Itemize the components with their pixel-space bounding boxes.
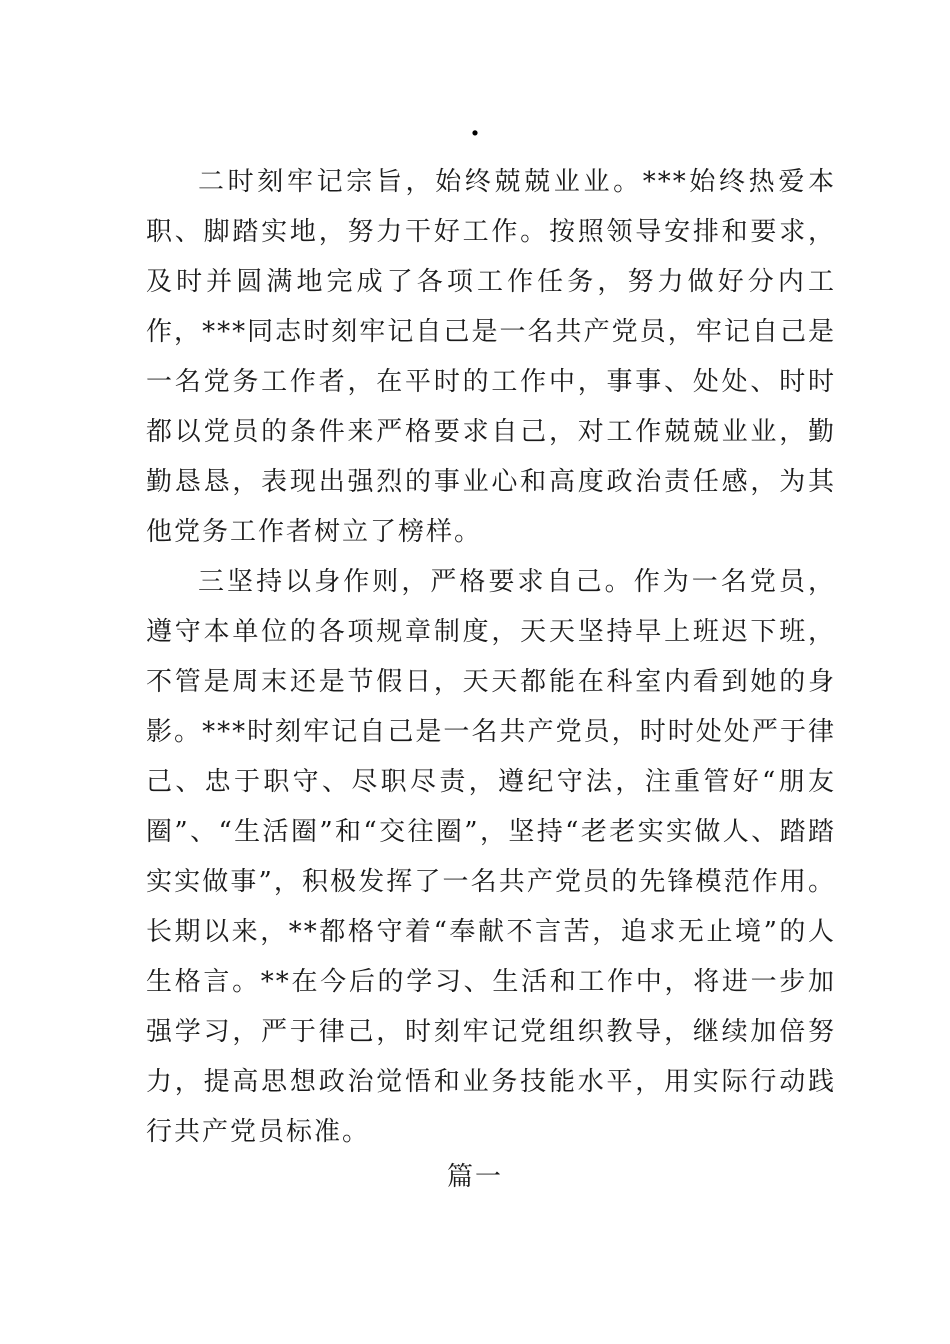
section-label: 篇一 (446, 1162, 503, 1192)
document-body (146, 157, 836, 1157)
header-dot: . (470, 109, 480, 142)
paragraph-2: 二时刻牢记宗旨，始终兢兢业业。***始终热爱本职、脚踏实地，努力干好工作。按照领导安排和要求，及时并圆满地完成了各项工作任务，努力做好分内工作，***同志时刻牢记自己是一名共产党员，牢记自己是一名党务工作者，在平时的工作中，事事、处处、时时都以党员的条件来严格要求自己，对工作兢兢业业，勤勤恳恳，表现出强烈的事业心和高度政治责任感，为其他党务工作者树立了榜样。 (146, 167, 836, 547)
paragraph-3: 三坚持以身作则，严格要求自己。作为一名党员，遵守本单位的各项规章制度，天天坚持早上班迟下班，不管是周末还是节假日，天天都能在科室内看到她的身影。***时刻牢记自己是一名共产党员，时时处处严于律己、忠于职守、尽职尽责，遵纪守法，注重管好“朋友圈”、“生活圈”和“交往圈”，坚持“老老实实做人、踏踏实实做事”，积极发挥了一名共产党员的先锋模范作用。长期以来，**都格守着“奉献不言苦，追求无止境”的人生格言。**在今后的学习、生活和工作中，将进一步加强学习，严于律己，时刻牢记党组织教导，继续加倍努力，提高思想政治觉悟和业务技能水平，用实际行动践行共产党员标准。 (146, 567, 836, 1147)
